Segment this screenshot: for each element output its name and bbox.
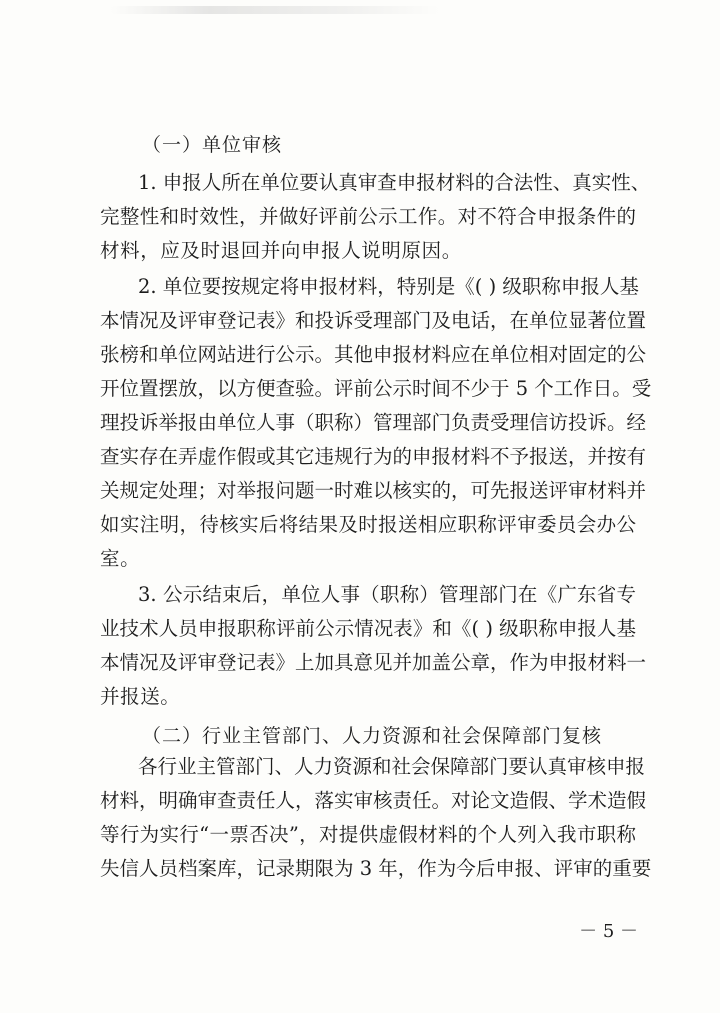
text-line: 各行业主管部门、人力资源和社会保障部门要认真审核申报	[138, 755, 646, 778]
section-heading-department-review: （二）行业主管部门、人力资源和社会保障部门复核	[142, 725, 603, 747]
text-line: 完整性和时效性，并做好评前公示工作。对不符合申报条件的	[100, 205, 636, 228]
text-line: 并报送。	[100, 685, 181, 708]
text-line: 室。	[100, 547, 141, 570]
text-line: 2. 单位要按规定将申报材料，特别是《( ) 级职称申报人基	[138, 275, 639, 298]
text-line: 材料，明确审查责任人，落实审核责任。对论文造假、学术造假	[100, 789, 647, 812]
text-line: 开位置摆放，以方便查验。评前公示时间不少于 5 个工作日。受	[100, 377, 652, 400]
text-line: 业技术人员申报职称评前公示情况表》和《( ) 级职称申报人基	[100, 617, 636, 640]
scan-artifact	[110, 6, 440, 14]
text-line: 关规定处理；对举报问题一时难以核实的，可先报送评审材料并	[100, 479, 647, 502]
page-number: － 5 －	[579, 921, 638, 942]
text-line: 查实存在弄虚作假或其它违规行为的申报材料不予报送，并按有	[100, 445, 647, 468]
section-heading-unit-review: （一）单位审核	[142, 134, 283, 156]
text-line: 本情况及评审登记表》和投诉受理部门及电话，在单位显著位置	[100, 309, 647, 332]
text-line: 本情况及评审登记表》上加具意见并加盖公章，作为申报材料一	[100, 651, 647, 674]
text-line: 材料，应及时退回并向申报人说明原因。	[100, 239, 462, 262]
text-line: 等行为实行“一票否决”，对提供虚假材料的个人列入我市职称	[100, 823, 636, 846]
text-line: 理投诉举报由单位人事（职称）管理部门负责受理信访投诉。经	[100, 411, 647, 434]
text-line: 失信人员档案库，记录期限为 3 年，作为今后申报、评审的重要	[100, 857, 652, 880]
text-line: 张榜和单位网站进行公示。其他申报材料应在单位相对固定的公	[100, 343, 647, 366]
text-line: 1. 申报人所在单位要认真审查申报材料的合法性、真实性、	[138, 171, 651, 194]
text-line: 如实注明，待核实后将结果及时报送相应职称评审委员会办公	[100, 513, 636, 536]
text-line: 3. 公示结束后，单位人事（职称）管理部门在《广东省专	[138, 583, 636, 606]
